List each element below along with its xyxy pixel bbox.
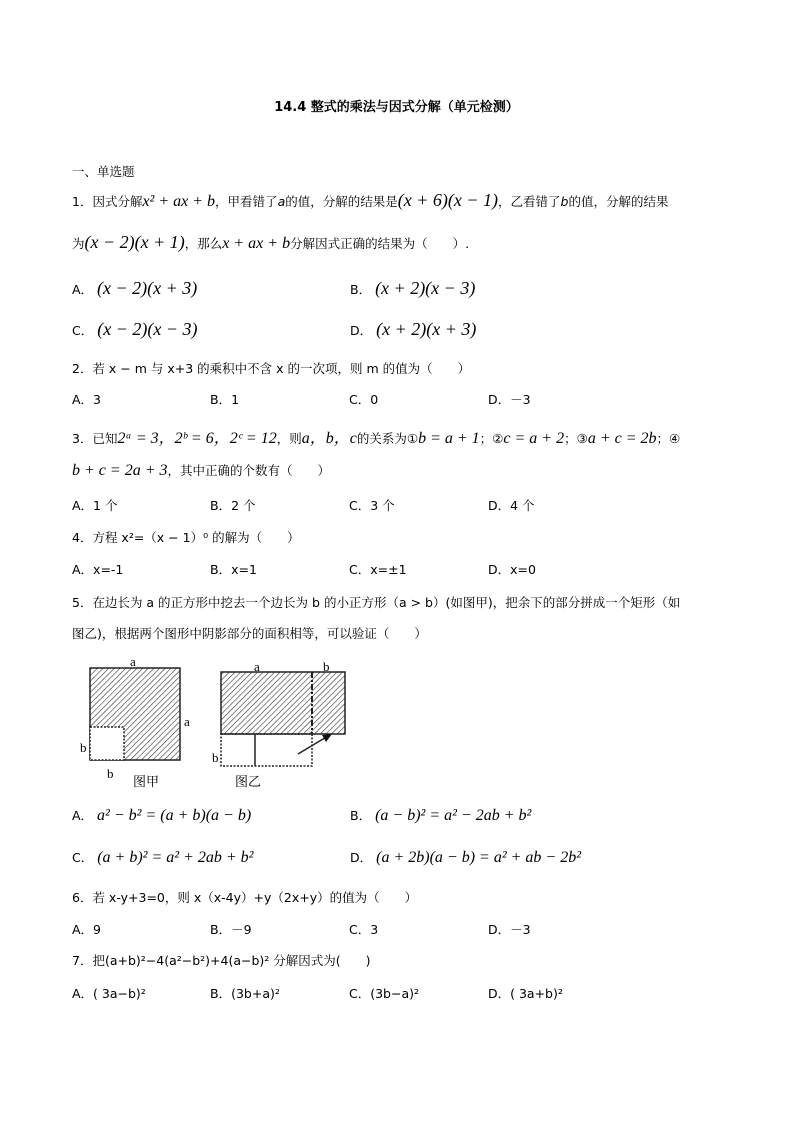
label-a-right: a xyxy=(184,714,190,729)
q3-text: ；④ xyxy=(656,431,681,446)
q1-option-c[interactable] xyxy=(72,319,197,340)
question-1-line-1 xyxy=(72,190,668,211)
q2-option-d[interactable]: D．－3 xyxy=(488,392,531,407)
q4-option-d[interactable]: D．x=0 xyxy=(488,562,536,577)
q1-var-b: b xyxy=(560,194,569,209)
q4-option-c[interactable]: C．x=±1 xyxy=(349,562,407,577)
label-b-top: b xyxy=(323,659,330,674)
q7-option-d[interactable]: D．( 3a+b)² xyxy=(488,986,563,1001)
q3-relation-3: a + c = 2b xyxy=(587,430,657,447)
option-value: (x − 2)(x + 3) xyxy=(97,278,198,298)
option-label: D． xyxy=(350,323,373,338)
removed-square xyxy=(90,727,124,760)
question-4: 4．方程 x²=（x − 1）⁰ 的解为（ ） xyxy=(72,530,300,545)
q3-given: 2ᵃ = 3，2ᵇ = 6，2ᶜ = 12 xyxy=(117,430,277,447)
option-label: A． xyxy=(72,808,94,823)
q3-relation-2: c = a + 2 xyxy=(503,430,565,447)
q1-expression: x² + ax + b xyxy=(142,193,216,210)
q3-option-d[interactable]: D．4 个 xyxy=(488,498,535,513)
arrow-line xyxy=(298,736,328,754)
q1-text: 分解因式正确的结果为（ ）. xyxy=(290,236,470,251)
figure-b-caption: 图乙 xyxy=(235,774,262,789)
q3-text: ，则 xyxy=(276,431,302,446)
question-1-line-2 xyxy=(72,232,469,253)
q1-expression-2: x + ax + b xyxy=(222,235,291,252)
option-value: (x − 2)(x − 3) xyxy=(97,319,198,339)
label-b-bottom: b xyxy=(107,766,114,781)
q1-option-b[interactable] xyxy=(350,278,475,299)
question-2: 2．若 x − m 与 x+3 的乘积中不含 x 的一次项，则 m 的值为（ ） xyxy=(72,361,471,376)
figure-a xyxy=(80,654,190,789)
q2-option-b[interactable]: B．1 xyxy=(210,392,240,407)
q7-option-c[interactable]: C．(3b−a)² xyxy=(349,986,420,1001)
q7-option-a[interactable]: A．( 3a−b)² xyxy=(72,986,146,1001)
option-value: (x + 2)(x − 3) xyxy=(375,278,476,298)
figure-squares xyxy=(70,650,370,795)
rectangle xyxy=(221,672,345,734)
option-value: (a + b)² = a² + 2ab + b² xyxy=(97,849,254,866)
question-3-line-1 xyxy=(72,425,680,448)
q1-result-2: (x − 2)(x + 1) xyxy=(84,232,185,252)
q1-result-1: (x + 6)(x − 1) xyxy=(397,190,498,210)
figure-b xyxy=(212,659,345,789)
q1-option-a[interactable] xyxy=(72,278,197,299)
q1-text: ，那么 xyxy=(184,236,223,251)
question-3-line-2 xyxy=(72,461,330,480)
q3-text: ；③ xyxy=(564,431,588,446)
q2-option-a[interactable]: A．3 xyxy=(72,392,102,407)
page-title: 14.4 整式的乘法与因式分解（单元检测） xyxy=(274,100,519,115)
q5-option-d[interactable] xyxy=(350,848,581,867)
q1-text: 的值，分解的结果是 xyxy=(285,194,398,209)
q3-vars: a，b，c xyxy=(301,430,357,447)
q1-var-a: a xyxy=(277,194,286,209)
q1-option-d[interactable] xyxy=(350,319,476,340)
q1-text: 为 xyxy=(72,236,85,251)
q4-option-a[interactable]: A．x=-1 xyxy=(72,562,124,577)
option-value: (a − b)² = a² − 2ab + b² xyxy=(375,807,532,824)
q3-option-b[interactable]: B．2 个 xyxy=(210,498,256,513)
q5-option-b[interactable] xyxy=(350,806,531,825)
q3-text: ，其中正确的个数有（ ） xyxy=(167,463,331,478)
q3-relation-1: b = a + 1 xyxy=(418,430,480,447)
q2-option-c[interactable]: C．0 xyxy=(349,392,379,407)
q6-option-a[interactable]: A．9 xyxy=(72,922,102,937)
q3-text: ；② xyxy=(479,431,504,446)
label-a-top: a xyxy=(130,654,136,669)
q1-text: ，甲看错了 xyxy=(215,194,278,209)
option-value: a² − b² = (a + b)(a − b) xyxy=(97,807,252,824)
option-value: (a + 2b)(a − b) = a² + ab − 2b² xyxy=(376,849,582,866)
q6-option-d[interactable]: D．－3 xyxy=(488,922,531,937)
q1-text: 的值，分解的结果 xyxy=(568,194,669,209)
q3-relation-4: b + c = 2a + 3 xyxy=(72,462,168,479)
option-label: C． xyxy=(72,850,94,865)
option-label: A． xyxy=(72,282,94,297)
q5-option-a[interactable] xyxy=(72,806,251,825)
q1-text: ，乙看错了 xyxy=(498,194,561,209)
question-5-line-2: 图乙)，根据两个图形中阴影部分的面积相等，可以验证（ ） xyxy=(72,626,427,641)
dotted-region xyxy=(221,734,312,766)
section-heading: 一、单选题 xyxy=(72,164,135,179)
option-label: C． xyxy=(72,323,94,338)
q1-text: 1．因式分解 xyxy=(72,194,143,209)
option-label: D． xyxy=(350,850,373,865)
q6-option-c[interactable]: C．3 xyxy=(349,922,379,937)
figure-a-caption: 图甲 xyxy=(133,774,160,789)
q5-option-c[interactable] xyxy=(72,848,253,867)
question-5-line-1: 5．在边长为 a 的正方形中挖去一个边长为 b 的小正方形（a > b）(如图甲)，把余下的部分拼成一个矩形（如 xyxy=(72,595,681,610)
q6-option-b[interactable]: B．－9 xyxy=(210,922,252,937)
q3-option-c[interactable]: C．3 个 xyxy=(349,498,395,513)
q7-option-b[interactable]: B．(3b+a)² xyxy=(210,986,280,1001)
question-6: 6．若 x-y+3=0，则 x（x-4y）+y（2x+y）的值为（ ） xyxy=(72,890,418,905)
question-7: 7．把(a+b)²−4(a²−b²)+4(a−b)² 分解因式为( ) xyxy=(72,953,371,968)
q3-option-a[interactable]: A．1 个 xyxy=(72,498,118,513)
q3-text: 3．已知 xyxy=(72,431,118,446)
option-label: B． xyxy=(350,282,372,297)
label-b-left: b xyxy=(212,750,219,765)
option-label: B． xyxy=(350,808,372,823)
option-value: (x + 2)(x + 3) xyxy=(376,319,477,339)
label-a-top: a xyxy=(254,659,260,674)
q3-text: 的关系为① xyxy=(356,431,419,446)
q4-option-b[interactable]: B．x=1 xyxy=(210,562,257,577)
label-b-left: b xyxy=(80,740,87,755)
